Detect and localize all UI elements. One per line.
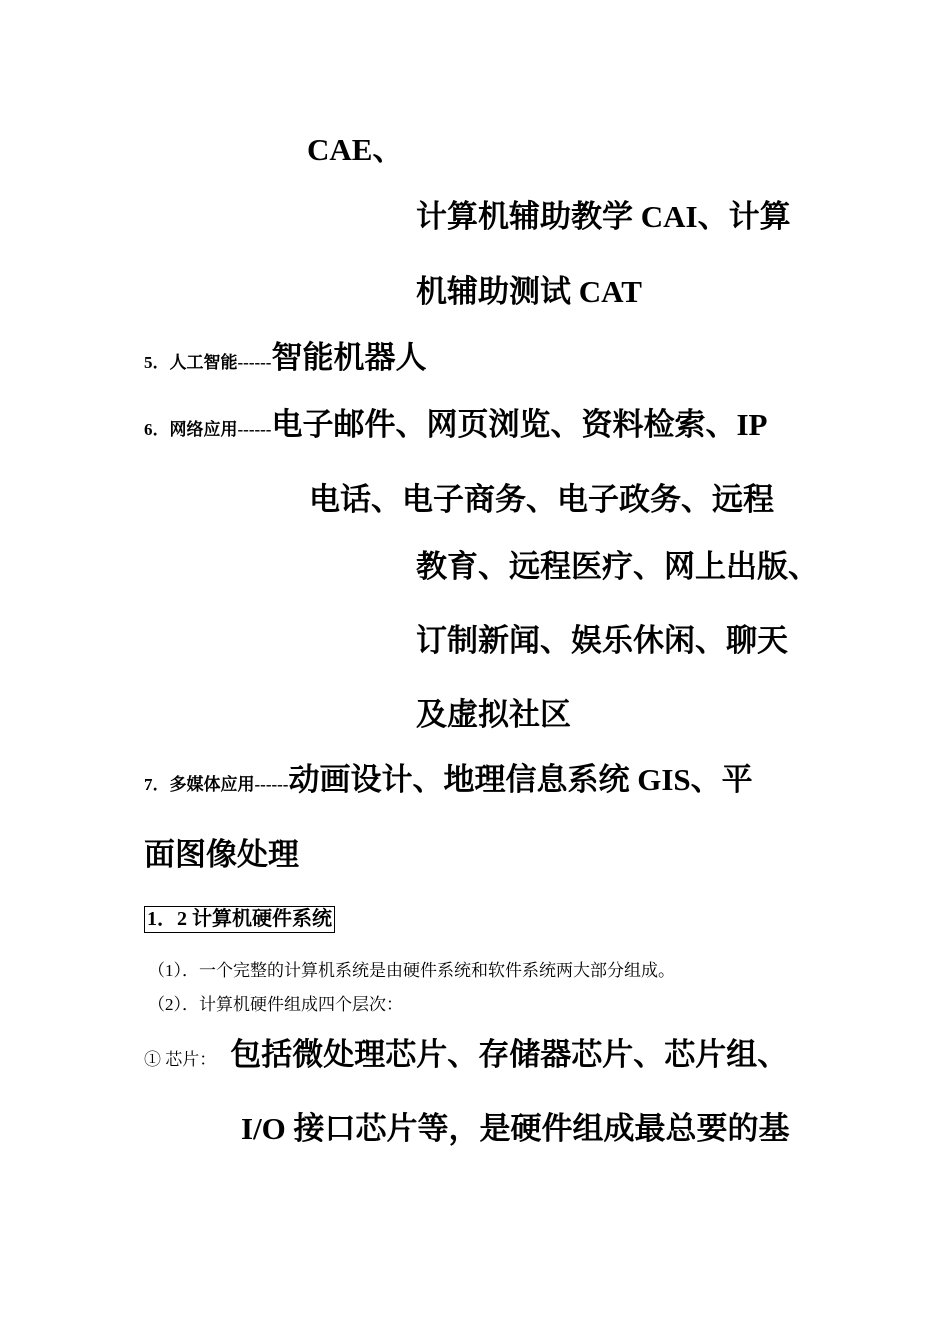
chip-line-1: 包括微处理芯片、存储器芯片、芯片组、 [230, 1037, 789, 1072]
paragraph-2: （2）．计算机硬件组成四个层次： [148, 995, 403, 1014]
cae-line: CAE、 [307, 132, 404, 167]
paragraph-1: （1）．一个完整的计算机系统是由硬件系统和软件系统两大部分组成。 [148, 961, 675, 980]
chip-item [144, 1039, 788, 1070]
item-6-line-5: 及虚拟社区 [416, 697, 571, 732]
chip-line-2: I/O 接口芯片等，是硬件组成最总要的基 [241, 1111, 790, 1146]
item-7 [144, 764, 753, 795]
item-7-line-2: 面图像处理 [144, 837, 299, 872]
section-heading: 1．2 计算机硬件系统 [144, 906, 335, 933]
cai-line: 计算机辅助教学 CAI、计算 [416, 199, 791, 234]
item-5-content: 智能机器人 [271, 340, 427, 375]
item-6-line-1: 电子邮件、网页浏览、资料检索、IP [271, 407, 768, 442]
item-5 [144, 342, 426, 373]
chip-label: ① 芯片： [144, 1050, 217, 1069]
item-7-label: 7．多媒体应用------ [144, 775, 289, 794]
item-6-line-3: 教育、远程医疗、网上出版、 [416, 549, 819, 584]
item-6-line-2: 电话、电子商务、电子政务、远程 [309, 482, 774, 517]
cat-line: 机辅助测试 CAT [416, 274, 642, 309]
item-7-line-1: 动画设计、地理信息系统 GIS、平 [288, 762, 753, 797]
item-6-label: 6．网络应用------ [144, 420, 272, 439]
item-5-label: 5．人工智能------ [144, 353, 272, 372]
item-6-line-4: 订制新闻、娱乐休闲、聊天 [416, 623, 788, 658]
item-6 [144, 409, 767, 440]
